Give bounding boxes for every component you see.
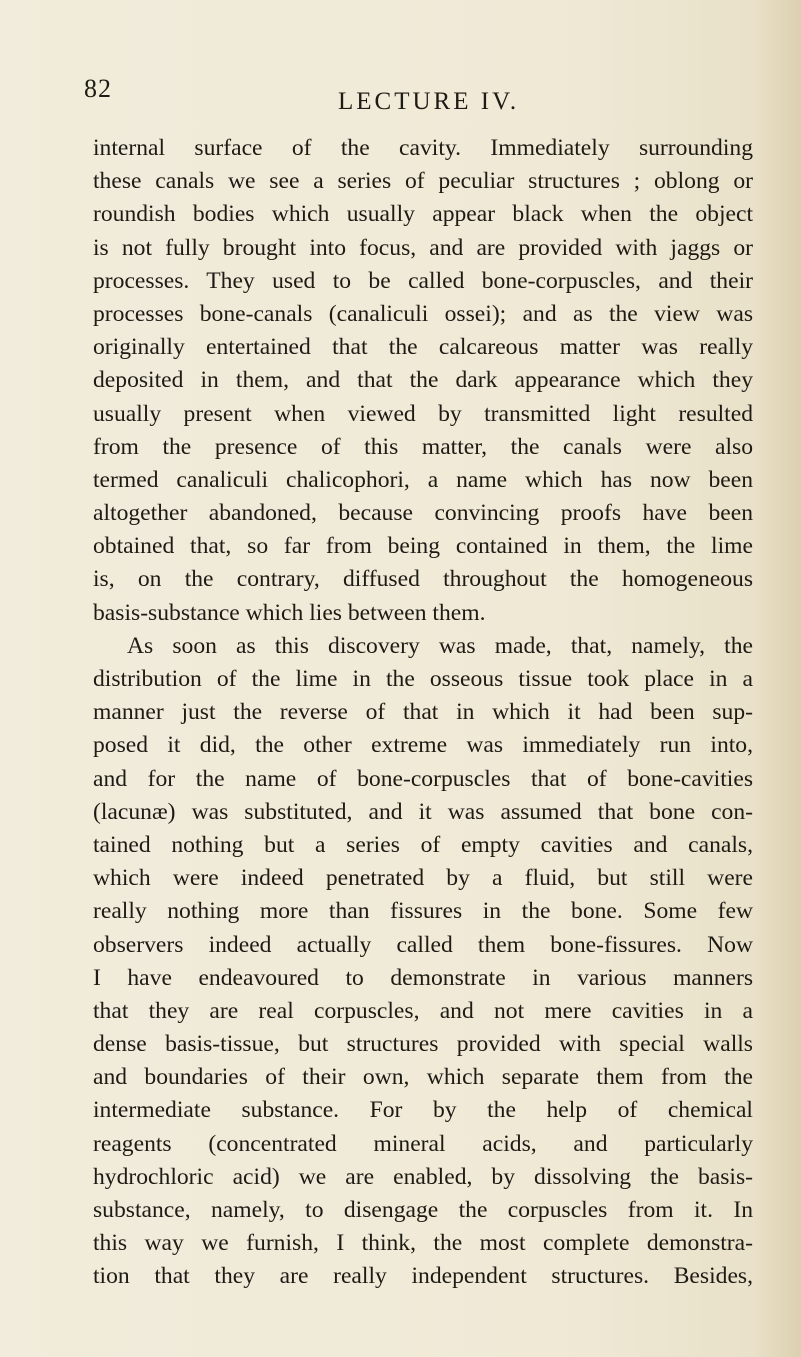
text-line: that they are real corpuscles, and not mere cavities in a xyxy=(93,997,753,1024)
text-line: observers indeed actually called them bone-fissures. Now xyxy=(93,931,753,958)
text-line: is, on the contrary, diffused throughout the homogeneous xyxy=(93,566,753,593)
text-line: from the presence of this matter, the canals were also xyxy=(93,433,753,460)
text-line: obtained that, so far from being contained in them, the lime xyxy=(93,533,753,560)
text-line: hydrochloric acid) we are enabled, by dissolving the basis- xyxy=(93,1163,753,1190)
text-line: posed it did, the other extreme was immediately run into, xyxy=(93,732,753,759)
text-line: termed canaliculi chalicophori, a name which has now been xyxy=(93,466,753,493)
text-line: distribution of the lime in the osseous tissue took place in a xyxy=(93,666,753,692)
text-line: As soon as this discovery was made, that, namely, the xyxy=(127,632,753,659)
text-line: intermediate substance. For by the help of chemical xyxy=(93,1097,753,1124)
text-line: and boundaries of their own, which separate them from the xyxy=(93,1064,753,1091)
text-line: which were indeed penetrated by a fluid, but still were xyxy=(93,865,753,892)
text-line: processes bone-canals (canaliculi ossei); and as the view was xyxy=(93,300,753,327)
text-line: and for the name of bone-corpuscles that of bone-cavities xyxy=(93,765,753,792)
text-line: basis-substance which lies between them. xyxy=(93,599,486,626)
text-line: I have endeavoured to demonstrate in various manners xyxy=(93,964,753,991)
text-line: dense basis-tissue, but structures provided with special walls xyxy=(93,1031,753,1058)
body-text xyxy=(93,132,753,1294)
text-line: (lacunæ) was substituted, and it was assumed that bone con- xyxy=(93,798,753,825)
text-line: is not fully brought into focus, and are provided with jaggs or xyxy=(93,234,753,261)
text-line: roundish bodies which usually appear black when the object xyxy=(93,201,753,228)
text-line: this way we furnish, I think, the most complete demonstra- xyxy=(93,1230,753,1257)
text-line: altogether abandoned, because convincing proofs have been xyxy=(93,500,753,527)
text-line: originally entertained that the calcareous matter was really xyxy=(93,334,753,361)
text-line: usually present when viewed by transmitted light resulted xyxy=(93,400,753,427)
text-line: deposited in them, and that the dark appearance which they xyxy=(93,367,753,394)
text-line: these canals we see a series of peculiar structures ; oblong or xyxy=(93,168,753,195)
text-line: tion that they are really independent structures. Besides, xyxy=(93,1263,753,1290)
text-line: processes. They used to be called bone-corpuscles, and their xyxy=(93,267,753,294)
text-line: manner just the reverse of that in which it had been sup- xyxy=(93,699,753,726)
text-line: substance, namely, to disengage the corpuscles from it. In xyxy=(93,1197,753,1223)
running-head: LECTURE IV. xyxy=(338,88,520,115)
text-line: internal surface of the cavity. Immediately surrounding xyxy=(93,135,753,161)
page-number: 82 xyxy=(84,74,112,103)
text-line: really nothing more than fissures in the bone. Some few xyxy=(93,898,753,925)
text-line: reagents (concentrated mineral acids, and particularly xyxy=(93,1130,753,1157)
text-line: tained nothing but a series of empty cavities and canals, xyxy=(93,831,753,858)
